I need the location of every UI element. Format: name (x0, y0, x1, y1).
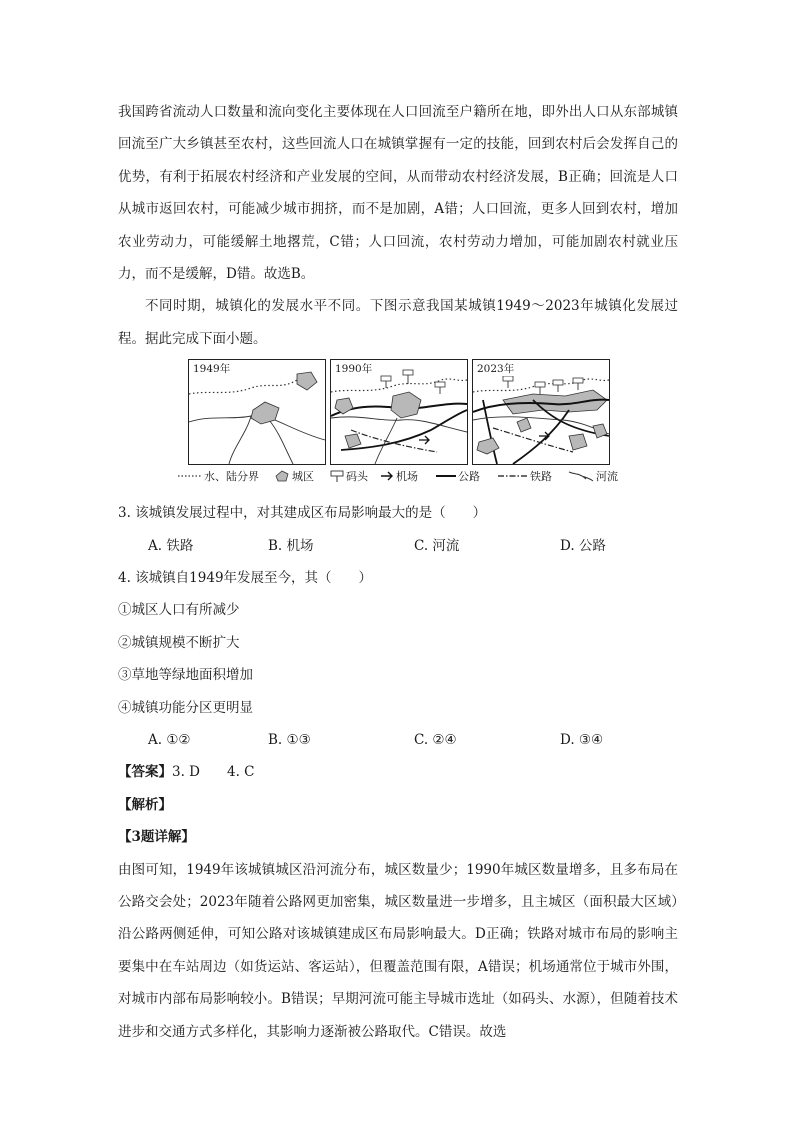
road-icon (436, 472, 456, 480)
map-panel-1990 (330, 359, 468, 465)
question-3-options (118, 530, 678, 562)
legend-dock: 码头 (330, 467, 368, 485)
question-3-option-d[interactable]: D. 公路 (560, 537, 606, 554)
map-panel-1949 (188, 359, 326, 465)
urbanization-figure (118, 359, 678, 495)
panel-label: 2023年 (477, 363, 515, 376)
document-page (118, 96, 678, 1048)
answer-text: 3. D 4. C (172, 764, 255, 781)
intro-paragraph: 我国跨省流动人口数量和流向变化主要体现在人口回流至户籍所在地，即外出人口从东部城镇回流至广大乡镇甚至农村，这些回流人口在城镇掌握有一定的技能，回到农村后会发挥自己的优势，有利于拓展农村经济和产业发展的空间，从而带动农村经济发展，B正确；回流是人口从城市返回农村，可能减少城市拥挤，而不是加剧，A错；人口回流，更多人回到农村，增加农业劳动力，可能缓解土地撂荒，C错；人口回流，农村劳动力增加，可能加剧农村就业压力，而不是缓解，D错。故选B。 (118, 104, 678, 283)
panel-label: 1990年 (335, 363, 373, 376)
question-4-item-1: ①城区人口有所减少 (118, 602, 240, 619)
question-4-item-3: ③草地等绿地面积增加 (118, 667, 253, 684)
urban-area-icon (274, 470, 290, 482)
question-4-option-a[interactable]: A. ①② (148, 731, 191, 748)
analysis-heading: 【解析】 (118, 796, 172, 813)
figure-legend (118, 467, 678, 485)
map-panel-2023 (472, 359, 610, 465)
question-4-option-d[interactable]: D. ③④ (560, 731, 604, 748)
question-4-item-4: ④城镇功能分区更明显 (118, 699, 253, 716)
legend-airport: 机场 (380, 467, 418, 485)
shoreline-icon (178, 472, 202, 480)
legend-shoreline: 水、陆分界 (178, 467, 259, 485)
question-4-option-b[interactable]: B. ①③ (268, 731, 311, 748)
stem-paragraph: 不同时期，城镇化的发展水平不同。下图示意我国某城镇1949～2023年城镇化发展过程。据此完成下面小题。 (118, 298, 678, 347)
question-3-option-c[interactable]: C. 河流 (414, 537, 460, 554)
answer-line (118, 756, 678, 788)
legend-river: 河流 (568, 467, 618, 485)
question-4-option-c[interactable]: C. ②④ (414, 731, 457, 748)
question-4-item-2: ②城镇规模不断扩大 (118, 634, 240, 651)
question-4-stem: 4. 该城镇自1949年发展至今，其（ ） (118, 570, 373, 587)
question-3-option-b[interactable]: B. 机场 (268, 537, 314, 554)
dock-icon (381, 370, 445, 394)
airport-icon (380, 470, 394, 482)
q3-detail-heading: 【3题详解】 (118, 829, 195, 846)
dock-icon (330, 469, 344, 483)
legend-road: 公路 (436, 467, 480, 485)
airport-icon (419, 436, 429, 444)
question-3-stem: 3. 该城镇发展过程中，对其建成区布局影响最大的是（ ） (118, 505, 487, 522)
legend-urban: 城区 (274, 467, 314, 485)
answer-label: 【答案】 (118, 764, 172, 781)
river-icon (568, 469, 594, 483)
question-3-option-a[interactable]: A. 铁路 (148, 537, 194, 554)
panel-label: 1949年 (193, 363, 231, 376)
q3-detail-paragraph: 由图可知，1949年该城镇城区沿河流分布，城区数量少；1990年城区数量增多，且多布局在公路交会处；2023年随着公路网更加密集，城区数量进一步增多，且主城区（面积最大区域）沿公路两侧延伸，可知公路对该城镇建成区布局影响最大。D正确；铁路对城市布局的影响主要集中在车站周边（如货运站、客运站），但覆盖范围有限，A错误；机场通常位于城市外围，对城市内部布局影响较小。B错误；早期河流可能主导城市选址（如码头、水源），但随着技术进步和交通方式多样化，其影响力逐渐被公路取代。C错误。故选 (118, 861, 678, 1040)
legend-railway: 铁路 (498, 467, 552, 485)
railway-icon (498, 472, 528, 480)
question-4-options (118, 724, 678, 756)
